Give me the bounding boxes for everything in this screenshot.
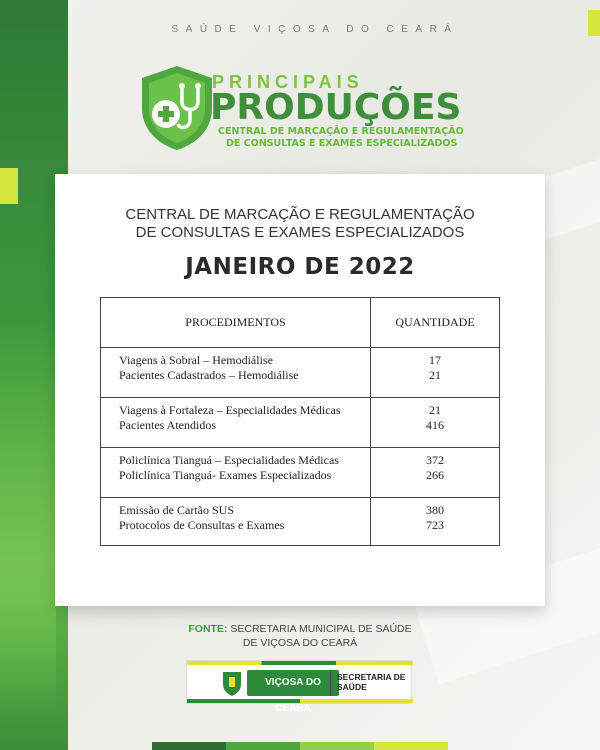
top-tagline: SAÚDE VIÇOSA DO CEARÁ xyxy=(171,24,459,35)
header-quantidade: QUANTIDADE xyxy=(371,298,500,348)
stripe xyxy=(374,742,448,750)
card-title xyxy=(55,206,545,242)
source-label: FONTE: xyxy=(188,623,228,635)
quantity-value: 380 xyxy=(426,503,444,517)
shield-stethoscope-icon xyxy=(138,64,216,152)
quantity-value: 416 xyxy=(426,418,444,432)
quantity-cell xyxy=(371,398,500,448)
header-procedimentos: PROCEDIMENTOS xyxy=(101,298,371,348)
logo-big-title: PRODUÇÕES xyxy=(210,87,462,128)
quantity-cell xyxy=(371,498,500,546)
procedure-name: Pacientes Cadastrados – Hemodiálise xyxy=(119,368,299,382)
department-name xyxy=(337,672,409,692)
logo-subtitle xyxy=(218,126,478,150)
procedure-name: Viagens à Sobral – Hemodiálise xyxy=(119,353,273,367)
procedure-name: Pacientes Atendidos xyxy=(119,418,216,432)
department-line2: SAÚDE xyxy=(337,682,367,692)
table-header-row xyxy=(101,298,500,348)
stripe xyxy=(152,742,226,750)
card-title-line1: CENTRAL DE MARCAÇÃO E REGULAMENTAÇÃO xyxy=(125,206,475,223)
logo-subtitle-line2: DE CONSULTAS E EXAMES ESPECIALIZADOS xyxy=(226,138,458,149)
coat-of-arms-icon xyxy=(221,669,243,697)
left-yellow-accent xyxy=(0,168,18,204)
quantity-cell xyxy=(371,348,500,398)
logo-subtitle-line1: CENTRAL DE MARCAÇÃO E REGULAMENTAÇÃO xyxy=(218,126,464,137)
procedure-name: Policlínica Tianguá – Especialidades Médicas xyxy=(119,453,339,467)
quantity-value: 21 xyxy=(429,403,441,417)
quantity-value: 21 xyxy=(429,368,441,382)
government-logo xyxy=(186,660,412,714)
procedure-cell xyxy=(101,398,371,448)
quantity-value: 17 xyxy=(429,353,441,367)
quantity-cell xyxy=(371,448,500,498)
source-note xyxy=(0,622,600,650)
procedure-name: Viagens à Fortaleza – Especialidades Médicas xyxy=(119,403,341,417)
procedure-name: Protocolos de Consultas e Exames xyxy=(119,518,285,532)
procedure-cell xyxy=(101,448,371,498)
procedure-name: Emissão de Cartão SUS xyxy=(119,503,234,517)
stripe xyxy=(226,742,300,750)
department-line1: SECRETARIA DE xyxy=(337,672,406,682)
logo-small-title: PRINCIPAIS xyxy=(212,72,364,92)
table-row xyxy=(101,498,500,546)
table-row xyxy=(101,348,500,398)
table-row xyxy=(101,448,500,498)
logo-divider xyxy=(330,670,331,696)
main-card xyxy=(55,174,545,606)
procedure-cell xyxy=(101,348,371,398)
city-name: VIÇOSA DO CEARÁ xyxy=(247,670,339,696)
procedure-cell xyxy=(101,498,371,546)
production-table xyxy=(100,297,500,546)
logo-top-bar xyxy=(187,661,413,665)
source-line1: SECRETARIA MUNICIPAL DE SAÚDE xyxy=(230,623,412,635)
bottom-color-stripes xyxy=(152,742,448,750)
logo-bottom-bar xyxy=(187,699,413,703)
quantity-value: 372 xyxy=(426,453,444,467)
card-month: JANEIRO DE 2022 xyxy=(185,254,415,280)
source-line2: DE VIÇOSA DO CEARÁ xyxy=(242,637,358,649)
table-row xyxy=(101,398,500,448)
card-title-line2: DE CONSULTAS E EXAMES ESPECIALIZADOS xyxy=(135,224,465,241)
stripe xyxy=(300,742,374,750)
quantity-value: 723 xyxy=(426,518,444,532)
left-band-glow xyxy=(0,320,56,720)
procedure-name: Policlínica Tianguá- Exames Especializados xyxy=(119,468,332,482)
quantity-value: 266 xyxy=(426,468,444,482)
